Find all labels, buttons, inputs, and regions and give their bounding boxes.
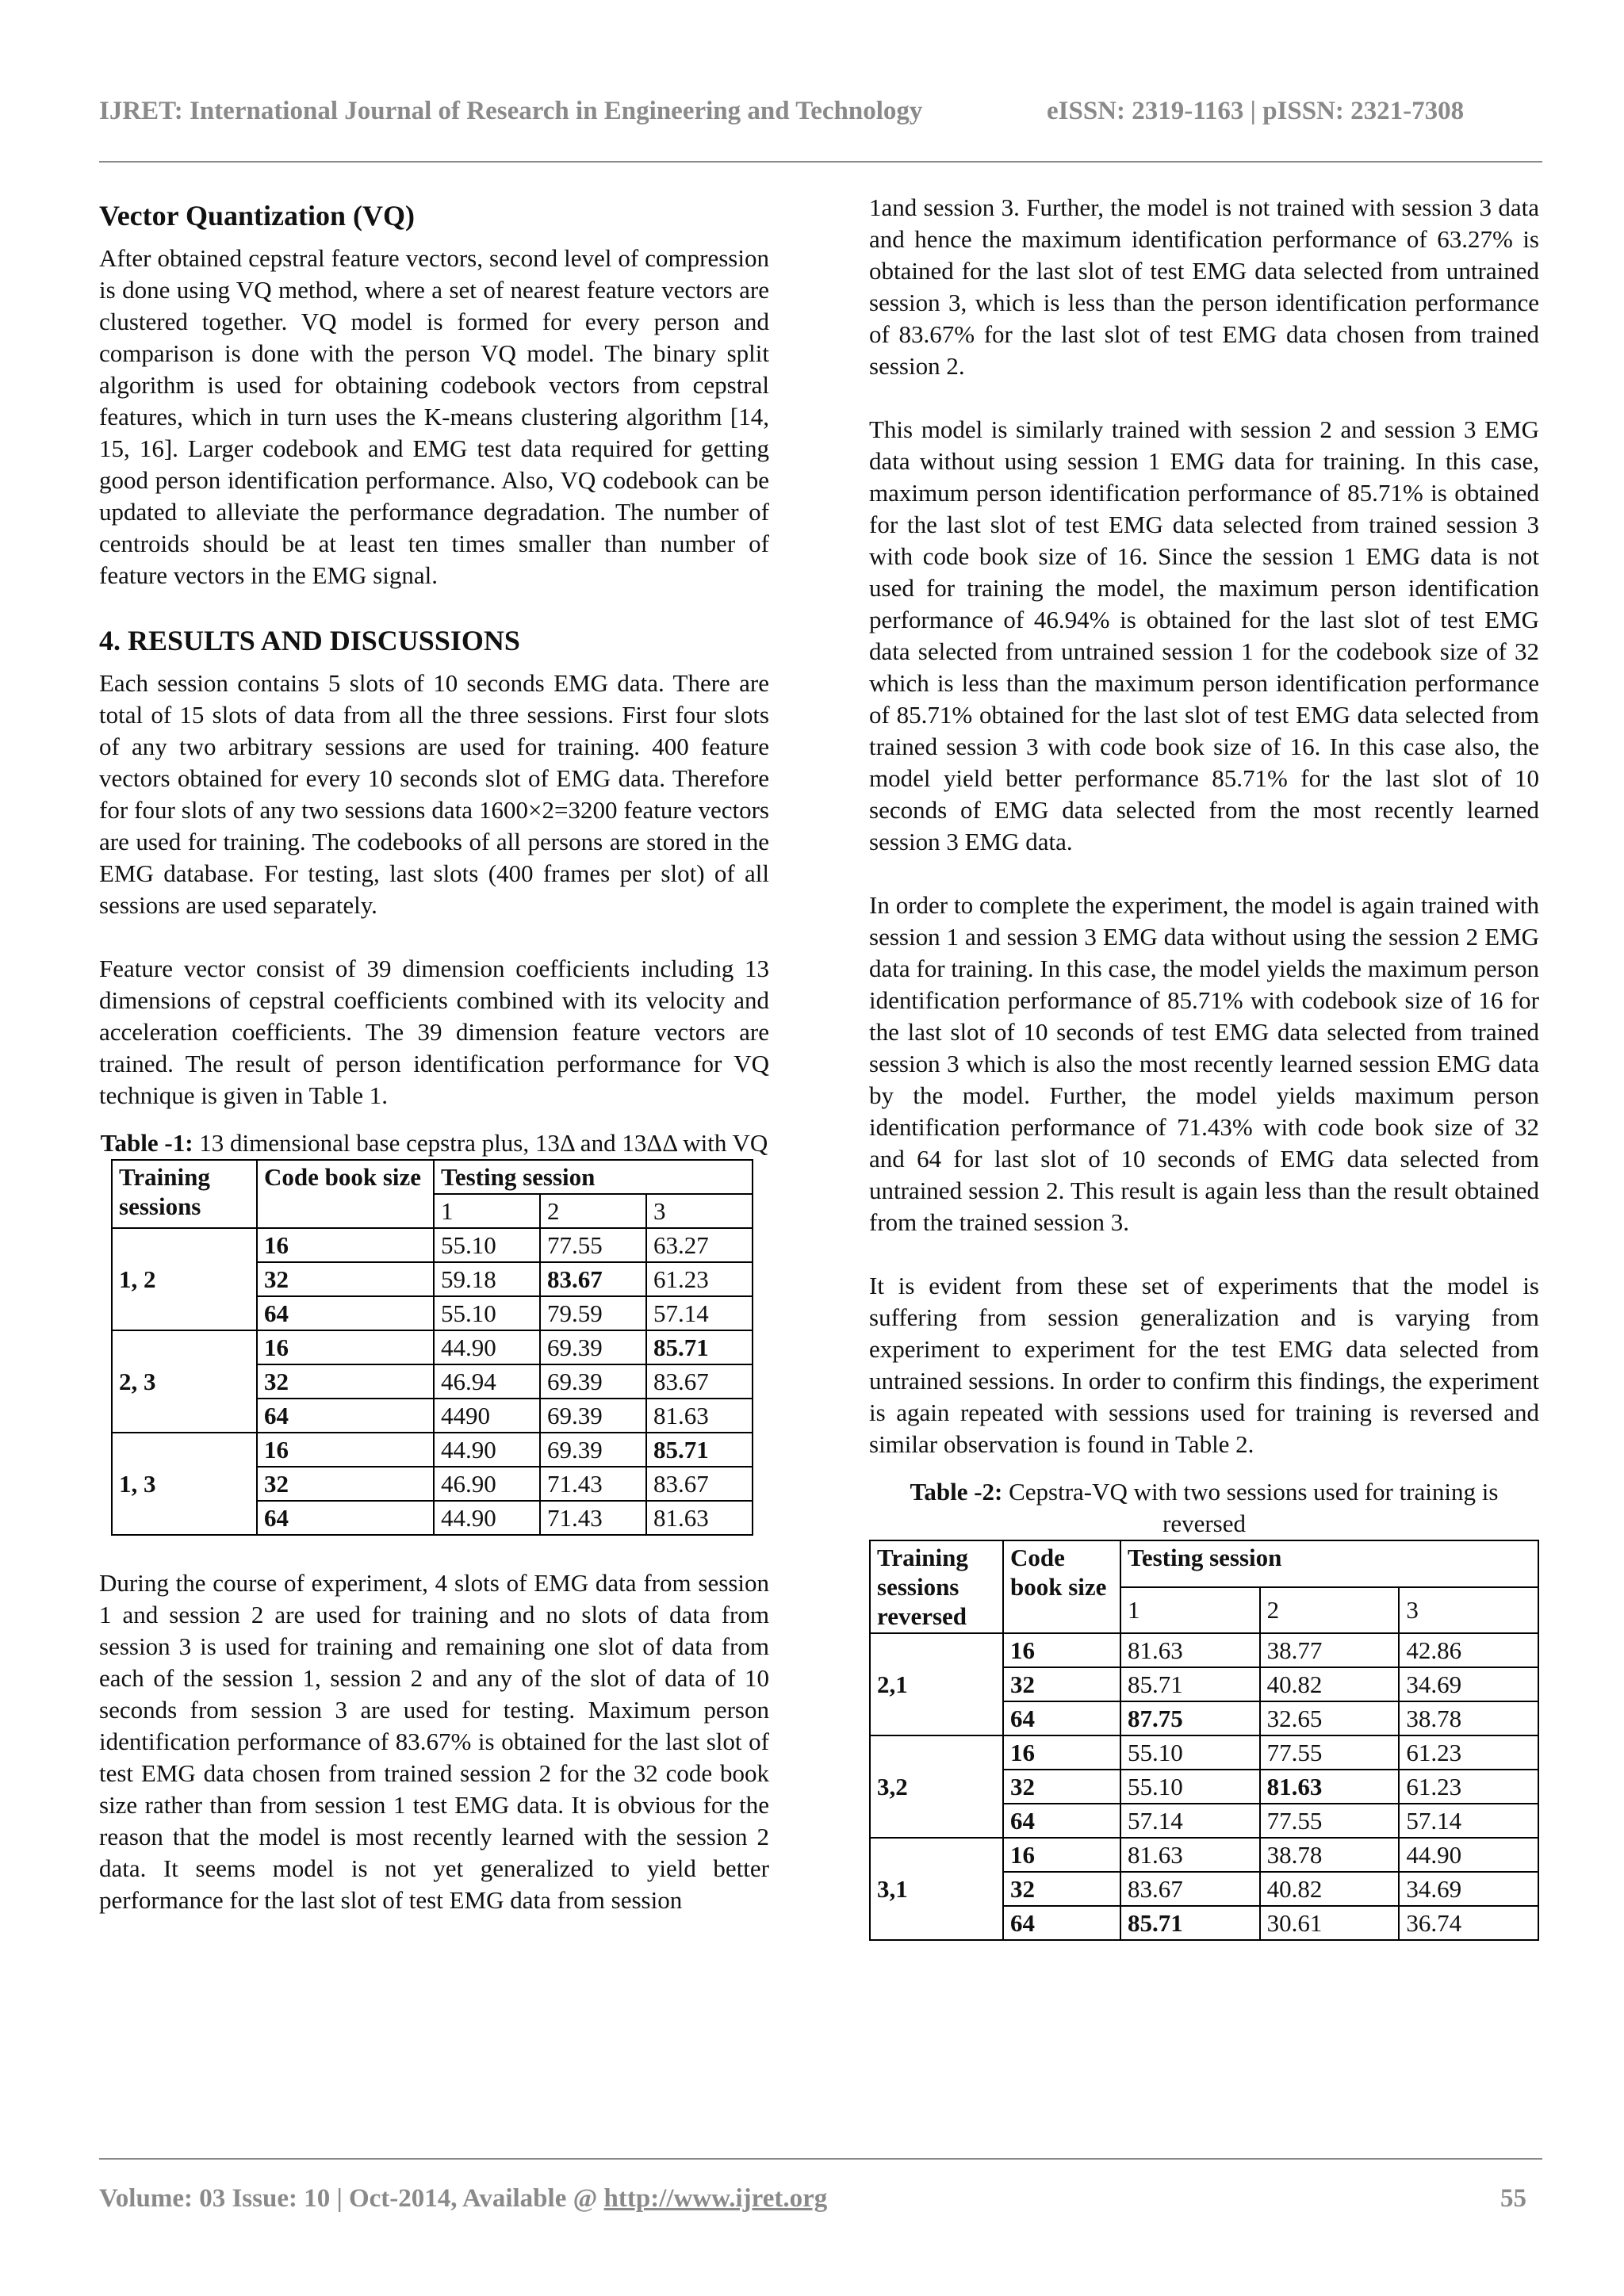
table-cell: 81.63 [1120,1633,1260,1667]
volume-info: Volume: 03 Issue: 10 | Oct-2014, Available @ [99,2184,604,2213]
table1-caption-text: 13 dimensional base cepstra plus, 13Δ and 13ΔΔ with VQ [193,1129,768,1157]
table-cell: 77.55 [1260,1735,1400,1770]
table-cell: 69.39 [540,1399,646,1433]
right-paragraph-4: It is evident from these set of experiments that the model is suffering from session generalization and is varying from experiment to experiment for the test EMG data selected from untrained sessions. In order to confirm this findings, the experiment is again repeated with sessions used for training is reversed and similar observation is found in Table 2. [869,1272,1539,1458]
table-cell: 83.67 [646,1364,753,1399]
table-cell: 44.90 [434,1433,540,1467]
table-cell: 16 [1003,1633,1120,1667]
table-row [112,1228,753,1262]
table1-header-codebook: Code book size [257,1160,434,1228]
table-cell: 61.23 [1399,1735,1538,1770]
table-cell: 81.63 [1260,1770,1400,1804]
table1-header-s3: 3 [646,1194,753,1228]
table-cell: 38.78 [1399,1701,1538,1735]
table1-caption-label: Table -1: [100,1129,193,1157]
table-cell: 61.23 [646,1262,753,1296]
table-cell: 81.63 [646,1501,753,1535]
page-footer [99,2184,1542,2214]
table2-header-s3: 3 [1399,1587,1538,1634]
vq-paragraph: After obtained cepstral feature vectors, second level of compression is done using VQ method, where a set of nearest feature vectors are clustered together. VQ model is formed for every person and comparison is done with the person VQ model. The binary split algorithm is used for obtaining codebook vectors from cepstral features, which in turn uses the K-means clustering algorithm [14, 15, 16]. Larger codebook and EMG test data required for getting good person identification performance. Also, VQ codebook can be updated to alleviate the performance degradation. The number of centroids should be at least ten times smaller than number of feature vectors in the EMG signal. [99,244,769,589]
table1-caption [99,1127,769,1159]
table-cell: 57.14 [1399,1804,1538,1838]
table-cell: 34.69 [1399,1872,1538,1906]
table-cell: 16 [257,1228,434,1262]
table-cell: 32 [1003,1667,1120,1701]
table-cell: 77.55 [1260,1804,1400,1838]
table-cell: 34.69 [1399,1667,1538,1701]
table-cell: 81.63 [1120,1838,1260,1872]
table-cell: 32 [257,1364,434,1399]
table2-group: 3,1 [870,1838,1003,1940]
table1-group: 1, 3 [112,1433,257,1535]
table-cell: 85.71 [1120,1667,1260,1701]
table1-header-testing: Testing session [434,1160,753,1194]
table-cell: 64 [257,1296,434,1330]
table-cell: 64 [257,1501,434,1535]
table1-header-s1: 1 [434,1194,540,1228]
table-cell: 55.10 [434,1296,540,1330]
table-cell: 46.94 [434,1364,540,1399]
table2-header-training: Training sessions reversed [870,1540,1003,1633]
table-cell: 71.43 [540,1501,646,1535]
table2-header-s1: 1 [1120,1587,1260,1634]
table-cell: 16 [257,1433,434,1467]
table-cell: 83.67 [1120,1872,1260,1906]
journal-name: IJRET: International Journal of Research in Engineering and Technology [99,97,923,125]
table-row [112,1330,753,1364]
journal-link[interactable]: http://www.ijret.org [603,2184,828,2213]
table-cell: 32 [257,1262,434,1296]
footer-rule [99,2158,1542,2160]
table-cell: 40.82 [1260,1872,1400,1906]
right-paragraph-3: In order to complete the experiment, the model is again trained with session 1 and session 3 EMG data without using the session 2 EMG data for training. In this case, the model yields the maximum person identification performance of 85.71% with codebook size of 16 for the last slot of 10 seconds of test EMG data selected from trained session 3 which is also the most recently learned session EMG data by the model. Further, the model yields maximum person identification performance of 71.43% with code book size of 32 and 64 for last slot of 10 seconds of EMG data selected from untrained session 2. This result is again less than the result obtained from the trained session 3. [869,891,1539,1236]
table-cell: 55.10 [1120,1770,1260,1804]
results-paragraph-3: During the course of experiment, 4 slots of EMG data from session 1 and session 2 are used for training and no slots of data from session 3 is used for training and remaining one slot of data from each of the session 1, session 2 and any of the slot of data of 10 seconds from session 3 are used for testing. Maximum person identification performance of 83.67% is obtained for the last slot of test EMG data chosen from trained session 2 for the 32 code book size rather than from session 1 test EMG data. It is obvious for the reason that the model is most recently learned with the session 2 data. It seems model is not yet generalized to yield better performance for the last slot of test EMG data from session [99,1569,769,1914]
table-cell: 46.90 [434,1467,540,1501]
table-cell: 57.14 [1120,1804,1260,1838]
table-cell: 32 [257,1467,434,1501]
table-cell: 59.18 [434,1262,540,1296]
table-cell: 69.39 [540,1364,646,1399]
table-cell: 69.39 [540,1330,646,1364]
table-row [870,1735,1538,1770]
table1-group: 1, 2 [112,1228,257,1330]
table-cell: 32.65 [1260,1701,1400,1735]
table-cell: 85.71 [1120,1906,1260,1940]
table-cell: 4490 [434,1399,540,1433]
running-header [99,97,1542,126]
table-row [870,1633,1538,1667]
table2-header-testing: Testing session [1120,1540,1538,1587]
table1-header-training: Training sessions [112,1160,257,1228]
table-cell: 36.74 [1399,1906,1538,1940]
table-row [112,1433,753,1467]
table-cell: 79.59 [540,1296,646,1330]
table-cell: 16 [257,1330,434,1364]
header-rule [99,161,1542,163]
table-cell: 44.90 [434,1501,540,1535]
table-cell: 55.10 [434,1228,540,1262]
table-cell: 64 [1003,1804,1120,1838]
right-paragraph-2: This model is similarly trained with session 2 and session 3 EMG data without using session 1 EMG data for training. In this case, maximum person identification performance of 85.71% is obtained for the last slot of test EMG data selected from trained session 3 with code book size of 16. Since the session 1 EMG data is not used for training the model, the maximum person identification performance of 46.94% is obtained for the last slot of test EMG data selected from untrained session 1 for the codebook size of 32 which is less than the maximum person identification performance of 85.71% obtained for the last slot of test EMG data selected from trained session 3 with code book size of 16. In this case also, the model yield better performance 85.71% for the last slot of 10 seconds of EMG data selected from the most recently learned session 3 EMG data. [869,415,1539,855]
table-cell: 44.90 [1399,1838,1538,1872]
right-column [869,192,1539,1941]
table-row [870,1838,1538,1872]
table-cell: 38.78 [1260,1838,1400,1872]
table2-caption-label: Table -2: [910,1478,1003,1506]
table-cell: 81.63 [646,1399,753,1433]
table-cell: 42.86 [1399,1633,1538,1667]
right-paragraph-1: 1and session 3. Further, the model is not trained with session 3 data and hence the maximum identification performance of 63.27% is obtained for the last slot of test EMG data selected from untrained session 3, which is less than the person identification performance of 83.67% for the last slot of test EMG data chosen from trained session 2. [869,193,1539,380]
table-cell: 44.90 [434,1330,540,1364]
results-paragraph-2: Feature vector consist of 39 dimension coefficients including 13 dimensions of cepstral coefficients combined with its velocity and acceleration coefficients. The 39 dimension feature vectors are trained. The result of person identification performance for VQ technique is given in Table 1. [99,955,769,1109]
table-cell: 16 [1003,1838,1120,1872]
page-number: 55 [1500,2184,1526,2213]
table2-group: 2,1 [870,1633,1003,1735]
vq-heading: Vector Quantization (VQ) [99,200,415,232]
results-paragraph-1: Each session contains 5 slots of 10 seconds EMG data. There are total of 15 slots of data from all the three sessions. First four slots of any two arbitrary sessions are used for training. 400 feature vectors obtained for every 10 seconds slot of EMG data. Therefore for four slots of any two sessions data 1600×2=3200 feature vectors are used for training. The codebooks of all persons are stored in the EMG database. For testing, last slots (400 frames per slot) of all sessions are used separately. [99,669,769,919]
table-cell: 77.55 [540,1228,646,1262]
table1-header-s2: 2 [540,1194,646,1228]
table2-header-s2: 2 [1260,1587,1400,1634]
table-cell: 16 [1003,1735,1120,1770]
table-cell: 30.61 [1260,1906,1400,1940]
table1-group: 2, 3 [112,1330,257,1433]
table-cell: 71.43 [540,1467,646,1501]
table-cell: 61.23 [1399,1770,1538,1804]
table2-caption [869,1476,1539,1540]
table-cell: 85.71 [646,1433,753,1467]
table-cell: 32 [1003,1872,1120,1906]
left-column [99,198,769,1916]
table-cell: 64 [257,1399,434,1433]
table-cell: 83.67 [540,1262,646,1296]
table2-caption-text: Cepstra-VQ with two sessions used for training is reversed [1002,1478,1499,1537]
table-cell: 69.39 [540,1433,646,1467]
table-cell: 87.75 [1120,1701,1260,1735]
table2-header-codebook: Code book size [1003,1540,1120,1633]
table-cell: 64 [1003,1906,1120,1940]
table-cell: 55.10 [1120,1735,1260,1770]
table-1 [111,1159,753,1536]
table-cell: 32 [1003,1770,1120,1804]
table-cell: 40.82 [1260,1667,1400,1701]
issn: eISSN: 2319-1163 | pISSN: 2321-7308 [1047,97,1465,125]
table-cell: 64 [1003,1701,1120,1735]
table-2 [869,1540,1539,1941]
table-cell: 57.14 [646,1296,753,1330]
table-cell: 38.77 [1260,1633,1400,1667]
table2-group: 3,2 [870,1735,1003,1838]
table-cell: 85.71 [646,1330,753,1364]
results-heading: 4. RESULTS AND DISCUSSIONS [99,625,520,656]
table-cell: 63.27 [646,1228,753,1262]
table-cell: 83.67 [646,1467,753,1501]
